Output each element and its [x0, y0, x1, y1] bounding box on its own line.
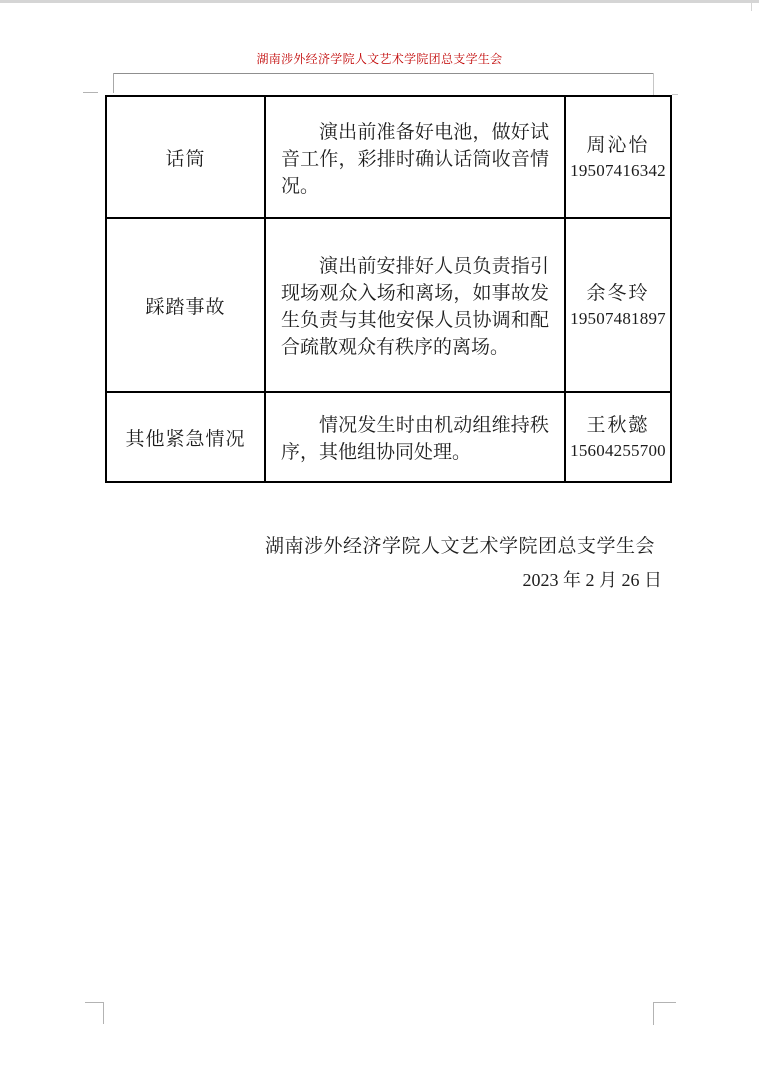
- response-measure-cell[interactable]: [266, 219, 566, 393]
- crop-mark-bottom-right-vertical: [653, 1002, 654, 1025]
- page-top-edge: [0, 0, 759, 3]
- contact-cell[interactable]: [566, 393, 672, 483]
- crop-mark-top-left: [83, 92, 98, 93]
- contact-phone: 19507416342: [570, 161, 666, 180]
- crop-mark-top-left-vertical: [113, 73, 114, 93]
- emergency-plan-table: [105, 95, 672, 483]
- contact-phone: 19507481897: [570, 309, 666, 328]
- contact-name: 王秋懿: [586, 414, 650, 436]
- document-header-title[interactable]: 湖南涉外经济学院人文艺术学院团总支学生会: [256, 52, 503, 66]
- incident-type-label: 话筒: [165, 147, 206, 170]
- response-measure-text: 情况发生时由机动组维持秩序，其他组协同处理。: [281, 414, 549, 463]
- incident-type-cell[interactable]: [107, 97, 266, 219]
- footer-date[interactable]: 2023 年 2 月 26 日: [522, 570, 662, 590]
- incident-type-label: 其他紧急情况: [125, 427, 246, 450]
- crop-mark-top-right-vertical: [653, 73, 654, 95]
- contact-cell[interactable]: [566, 219, 672, 393]
- contact-name: 周沁怡: [586, 134, 650, 156]
- response-measure-text: 演出前准备好电池，做好试音工作，彩排时确认话筒收音情况。: [281, 120, 549, 197]
- footer-signature[interactable]: 湖南涉外经济学院人文艺术学院团总支学生会: [264, 535, 655, 557]
- crop-mark-bottom-left-vertical: [103, 1002, 104, 1024]
- page-top-right-corner-edge: [751, 3, 752, 11]
- incident-type-cell[interactable]: [107, 219, 266, 393]
- header-underline: [113, 73, 653, 74]
- contact-name: 余冬玲: [586, 282, 650, 304]
- response-measure-cell[interactable]: [266, 97, 566, 219]
- contact-cell[interactable]: [566, 97, 672, 219]
- crop-mark-bottom-left: [85, 1002, 104, 1003]
- response-measure-cell[interactable]: [266, 393, 566, 483]
- crop-mark-bottom-right: [653, 1002, 676, 1003]
- contact-phone: 15604255700: [570, 441, 666, 460]
- incident-type-cell[interactable]: [107, 393, 266, 483]
- crop-mark-top-right: [672, 94, 678, 95]
- response-measure-text: 演出前安排好人员负责指引现场观众入场和离场，如事故发生负责与其他安保人员协调和配合疏散观众有秩序的离场。: [281, 255, 549, 358]
- incident-type-label: 踩踏事故: [145, 295, 226, 318]
